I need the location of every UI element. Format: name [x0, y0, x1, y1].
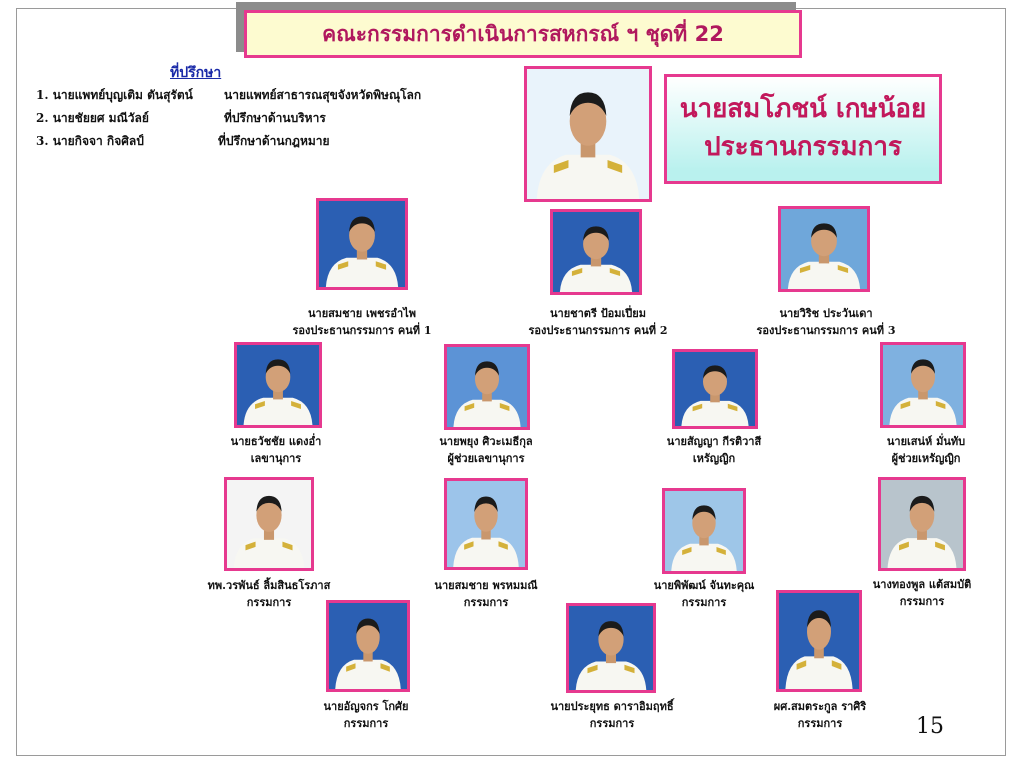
portrait-silhouette: [569, 606, 653, 690]
portrait-silhouette: [779, 593, 859, 689]
chairman-name: นายสมโภชน์ เกษน้อย: [679, 94, 927, 125]
member-caption-5: [439, 433, 532, 467]
member-name: นายสัญญา กีรติวาสี: [666, 435, 762, 448]
portrait-silhouette: [665, 491, 743, 571]
member-name: ผศ.สมตระกูล ราศิริ: [773, 700, 867, 713]
member-caption-9: [434, 577, 537, 611]
member-name: นายอัญจกร โกศัย: [323, 700, 409, 713]
chairman-name-box: [664, 74, 942, 184]
advisors-heading: ที่ปรึกษา: [170, 65, 222, 81]
member-name: นายพิพัฒน์ จันทะคุณ: [653, 579, 755, 592]
member-photo-1: [316, 198, 408, 290]
member-name: นายสมชาย พรหมมณี: [434, 579, 538, 592]
member-caption-10: [654, 577, 755, 611]
member-role: รองประธานกรรมการ คนที่ 3: [756, 324, 896, 338]
member-photo-10: [662, 488, 746, 574]
member-role: กรรมการ: [589, 717, 635, 731]
member-caption-6: [667, 433, 761, 467]
member-caption-4: [231, 433, 322, 467]
member-photo-12: [326, 600, 410, 692]
portrait-silhouette: [237, 345, 319, 425]
member-caption-12: [324, 698, 409, 732]
page-number: 15: [916, 714, 944, 739]
member-role: กรรมการ: [797, 717, 843, 731]
member-role: เลขานุการ: [250, 452, 302, 466]
member-name: นายเสน่ห์ มั่นทับ: [886, 435, 966, 448]
member-role: ผู้ช่วยเหรัญญิก: [891, 452, 961, 466]
member-role: กรรมการ: [681, 596, 727, 610]
member-role: กรรมการ: [343, 717, 389, 731]
member-photo-11: [878, 477, 966, 571]
member-role: กรรมการ: [246, 596, 292, 610]
member-role: กรรมการ: [899, 595, 945, 609]
member-name: ทพ.วรพันธ์ ลิ้มสินธโรภาส: [207, 579, 331, 592]
portrait-silhouette: [553, 212, 639, 292]
member-photo-8: [224, 477, 314, 571]
member-photo-2: [550, 209, 642, 295]
advisor-role-2: ที่ปรึกษาด้านบริหาร: [224, 111, 326, 125]
member-photo-3: [778, 206, 870, 292]
portrait-silhouette: [447, 347, 527, 427]
advisor-name-2: 2. นายชัยยศ มณีวัลย์: [36, 111, 149, 125]
member-caption-7: [887, 433, 965, 467]
member-caption-14: [774, 698, 866, 732]
member-role: กรรมการ: [463, 596, 509, 610]
member-name: นายธวัชชัย แดงอ่ำ: [230, 435, 322, 448]
portrait-silhouette: [527, 69, 649, 199]
portrait-silhouette: [447, 481, 525, 567]
member-role: ผู้ช่วยเลขานุการ: [447, 452, 525, 466]
portrait-silhouette: [319, 201, 405, 287]
member-photo-14: [776, 590, 862, 692]
member-photo-6: [672, 349, 758, 429]
portrait-silhouette: [883, 345, 963, 425]
portrait-silhouette: [675, 352, 755, 426]
member-photo-13: [566, 603, 656, 693]
portrait-silhouette: [881, 480, 963, 568]
chairman-photo: [524, 66, 652, 202]
member-caption-2: [528, 305, 667, 339]
member-role: รองประธานกรรมการ คนที่ 1: [292, 324, 432, 338]
chairman-role: ประธานกรรมการ: [704, 132, 902, 162]
member-caption-8: [208, 577, 331, 611]
member-name: นายสมชาย เพชรอำไพ: [308, 307, 416, 320]
member-name: นายวิริช ประวันเดา: [779, 307, 873, 320]
member-caption-13: [550, 698, 673, 732]
member-photo-5: [444, 344, 530, 430]
advisor-name-1: 1. นายแพทย์บุญเติม ตันสุรัตน์: [36, 88, 193, 102]
member-name: นายประยุทธ ดาราอิมฤทธิ์: [550, 700, 674, 713]
member-caption-3: [756, 305, 895, 339]
member-name: นายพยุง ศิวะเมธีกุล: [439, 435, 533, 448]
member-caption-1: [292, 305, 431, 339]
advisor-role-1: นายแพทย์สาธารณสุขจังหวัดพิษณุโลก: [224, 88, 422, 102]
portrait-silhouette: [329, 603, 407, 689]
member-name: นางทองพูล แต้สมบัติ: [872, 578, 972, 591]
member-photo-7: [880, 342, 966, 428]
portrait-silhouette: [781, 209, 867, 289]
member-name: นายชาตรี ป้อมเปี่ยม: [550, 307, 646, 320]
title-banner: [244, 10, 802, 58]
advisor-role-3: ที่ปรึกษาด้านกฎหมาย: [218, 134, 330, 148]
page-title: คณะกรรมการดำเนินการสหกรณ์ ฯ ชุดที่ 22: [322, 21, 724, 46]
advisor-name-3: 3. นายกิจจา กิจศิลป์: [36, 134, 144, 148]
member-photo-4: [234, 342, 322, 428]
portrait-silhouette: [227, 480, 311, 568]
member-photo-9: [444, 478, 528, 570]
member-role: เหรัญญิก: [692, 452, 736, 466]
member-caption-11: [873, 576, 971, 610]
member-role: รองประธานกรรมการ คนที่ 2: [528, 324, 668, 338]
